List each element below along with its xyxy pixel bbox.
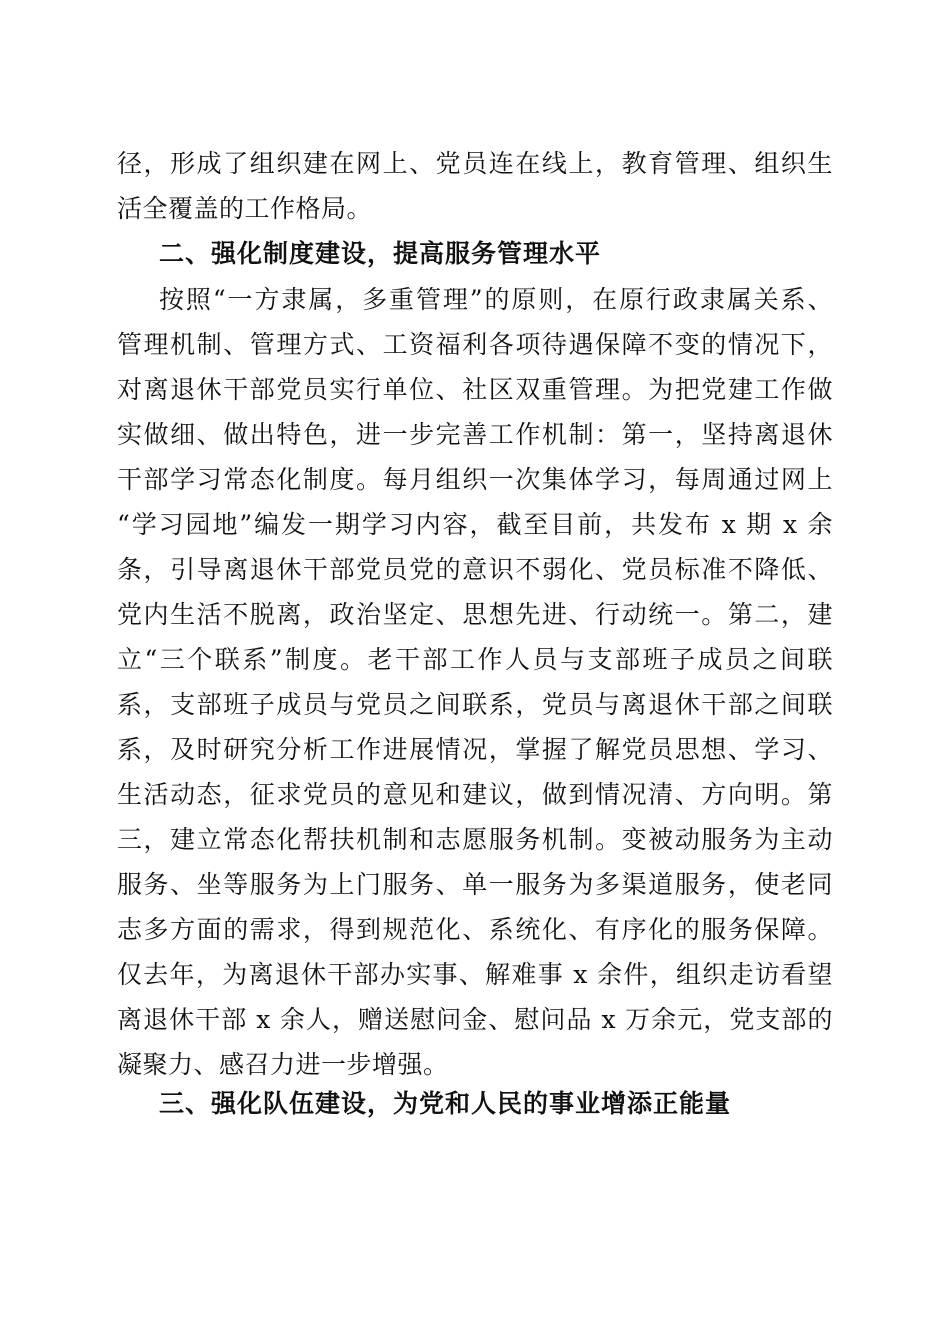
text-line: 凝聚力、感召力进一步增强。 — [117, 1050, 449, 1079]
text-line: 干部学习常态化制度。每月组织一次集体学习，每周通过网上 — [117, 465, 833, 494]
text-line: 管理机制、管理方式、工资福利各项待遇保障不变的情况下， — [117, 330, 833, 359]
section-heading-3 — [117, 1081, 833, 1126]
text-line: 仅去年，为离退休干部办实事、解难事 x 余件，组织走访看望 — [117, 960, 833, 989]
text-line: 生活动态，征求党员的意见和建议，做到情况清、方向明。第 — [117, 780, 833, 809]
text-line: 按照“一方隶属，多重管理”的原则，在原行政隶属关系、 — [159, 285, 833, 314]
text-line: 活全覆盖的工作格局。 — [117, 194, 373, 223]
text-line: 离退休干部 x 余人，赠送慰问金、慰问品 x 万余元，党支部的 — [117, 1005, 833, 1034]
text-line: 径，形成了组织建在网上、党员连在线上，教育管理、组织生 — [117, 149, 833, 178]
text-line: 条，引导离退休干部党员党的意识不弱化、党员标准不降低、 — [117, 555, 833, 584]
section-heading-2 — [117, 231, 833, 276]
text-line: 服务、坐等服务为上门服务、单一服务为多渠道服务，使老同 — [117, 870, 833, 899]
text-line: 系，及时研究分析工作进展情况，掌握了解党员思想、学习、 — [117, 735, 833, 764]
text-line: “学习园地”编发一期学习内容，截至目前，共发布 x 期 x 余 — [117, 510, 833, 539]
paragraph-2 — [117, 277, 833, 1087]
text-line: 实做细、做出特色，进一步完善工作机制：第一，坚持离退休 — [117, 420, 833, 449]
heading-text: 二、强化制度建设，提高服务管理水平 — [159, 239, 602, 268]
text-line: 志多方面的需求，得到规范化、系统化、有序化的服务保障。 — [117, 915, 833, 944]
text-line: 对离退休干部党员实行单位、社区双重管理。为把党建工作做 — [117, 375, 833, 404]
text-line: 立“三个联系”制度。老干部工作人员与支部班子成员之间联 — [117, 645, 833, 674]
text-line: 三，建立常态化帮扶机制和志愿服务机制。变被动服务为主动 — [117, 825, 833, 854]
paragraph-1 — [117, 141, 833, 231]
heading-text: 三、强化队伍建设，为党和人民的事业增添正能量 — [159, 1089, 732, 1118]
text-line: 党内生活不脱离，政治坚定、思想先进、行动统一。第二，建 — [117, 600, 833, 629]
text-line: 系，支部班子成员与党员之间联系，党员与离退休干部之间联 — [117, 690, 833, 719]
